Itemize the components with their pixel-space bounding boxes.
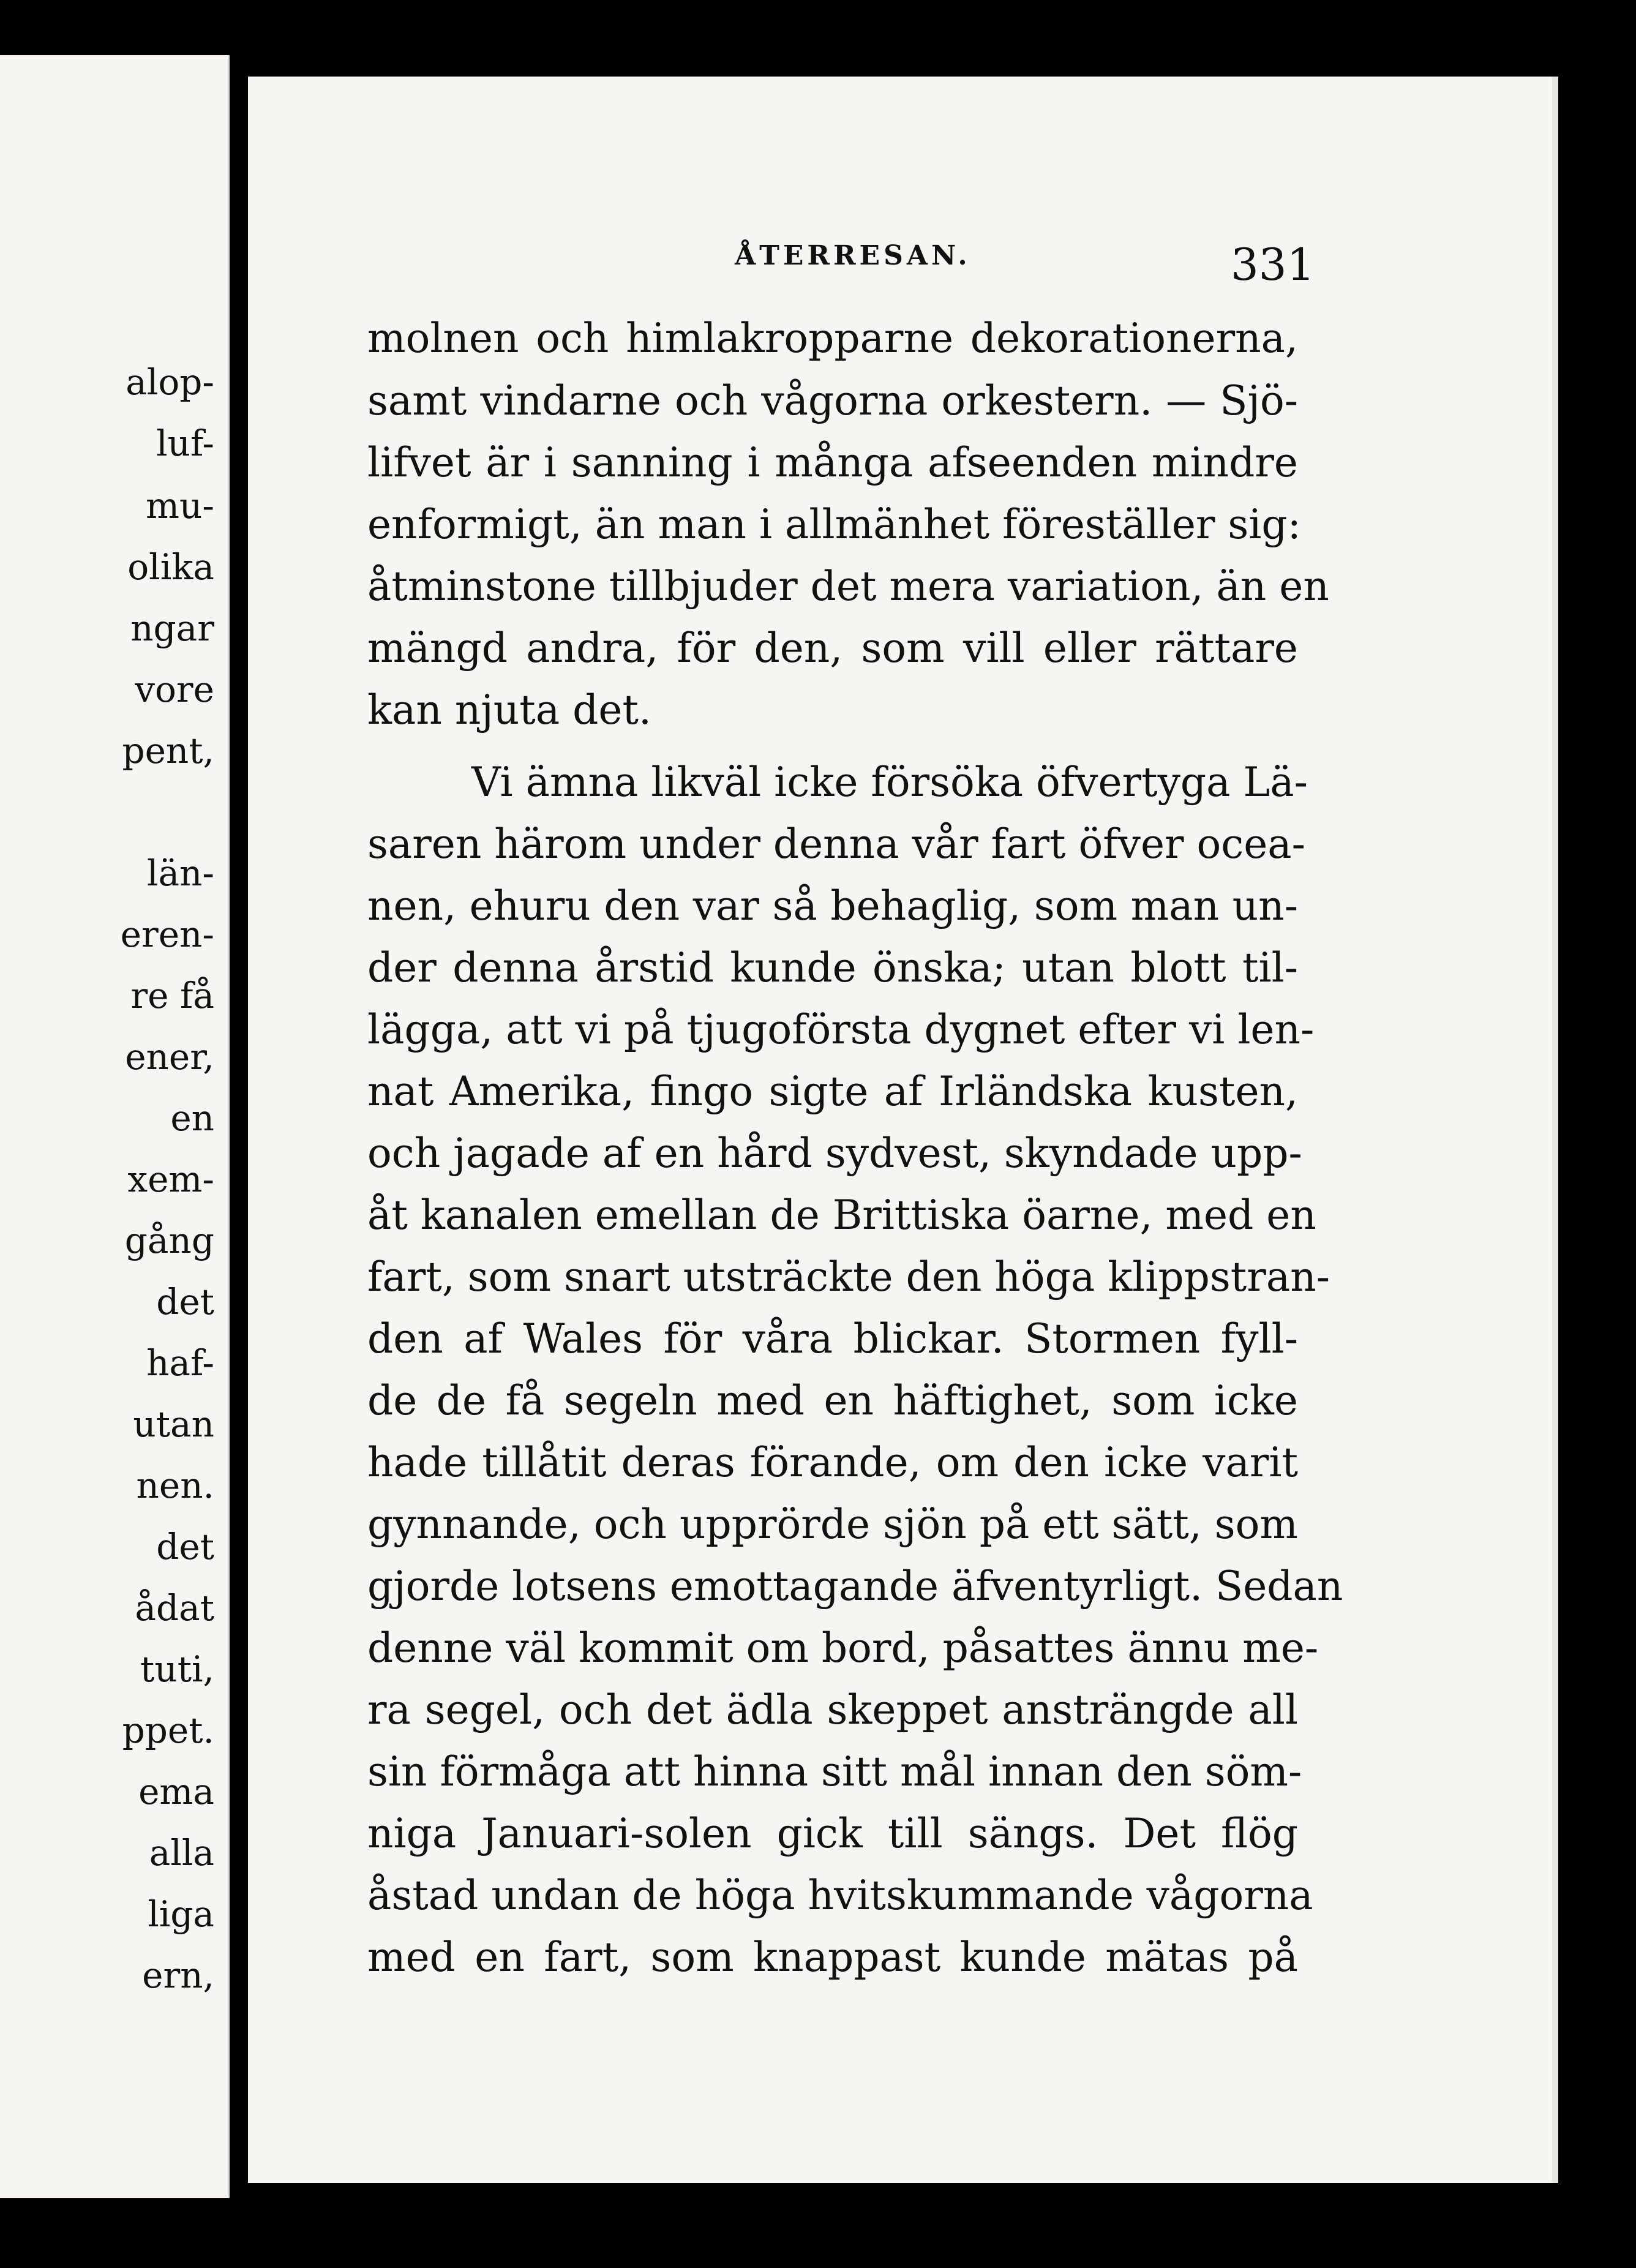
running-head: ÅTERRESAN. [735, 240, 971, 271]
text-line: fart, som snart utsträckte den höga klippstran- [367, 1253, 1330, 1301]
text-line: hade tillåtit deras förande, om den icke varit [367, 1439, 1298, 1486]
left-fragment: det [156, 1281, 214, 1323]
text-line: sin förmåga att hinna sitt mål innan den söm- [367, 1748, 1302, 1795]
left-fragment: olika [127, 546, 214, 588]
left-fragment: liga [148, 1893, 214, 1935]
text-line: enformigt, än man i allmänhet föreställer sig: [367, 501, 1301, 548]
left-fragment: xem- [127, 1158, 214, 1200]
left-fragment: ådat [135, 1587, 214, 1629]
text-line: den af Wales för våra blickar. Stormen fyll- [367, 1315, 1298, 1362]
left-fragment: alop- [126, 361, 214, 403]
text-line: kan njuta det. [367, 686, 651, 734]
left-fragment: pent, [122, 730, 214, 772]
text-line: lifvet är i sanning i många afseenden mindre [367, 439, 1298, 486]
text-line: saren härom under denna vår fart öfver ocea- [367, 820, 1305, 868]
text-line: mängd andra, för den, som vill eller rättare [367, 625, 1298, 672]
text-line: åt kanalen emellan de Brittiska öarne, med en [367, 1192, 1316, 1239]
text-line: åtminstone tillbjuder det mera variation, än en [367, 563, 1329, 610]
text-line: nat Amerika, fingo sigte af Irländska kusten, [367, 1068, 1298, 1115]
left-fragment: vore [135, 669, 214, 710]
text-line: och jagade af en hård sydvest, skyndade upp- [367, 1130, 1302, 1177]
left-fragment: luf- [156, 422, 214, 464]
text-line: lägga, att vi på tjugoförsta dygnet efter vi len- [367, 1006, 1315, 1053]
left-fragment: utan [133, 1403, 214, 1445]
left-fragment: nen. [136, 1465, 214, 1506]
left-fragment: gång [124, 1220, 214, 1261]
text-line: Vi ämna likväl icke försöka öfvertyga Lä- [471, 759, 1308, 806]
left-fragment: eren- [120, 914, 214, 955]
text-line: molnen och himlakropparne dekorationerna, [367, 315, 1298, 362]
left-fragment: ema [138, 1771, 214, 1812]
text-line: denne väl kommit om bord, påsattes ännu me- [367, 1624, 1319, 1672]
text-line: gjorde lotsens emottagande äfventyrligt. Sedan [367, 1563, 1343, 1610]
left-fragment: en [170, 1097, 214, 1139]
left-fragment: haf- [146, 1342, 214, 1384]
text-line: niga Januari-solen gick till sängs. Det flög [367, 1810, 1298, 1857]
left-fragment: det [156, 1526, 214, 1568]
left-fragment: län- [146, 852, 214, 894]
text-line: ra segel, och det ädla skeppet ansträngde all [367, 1686, 1298, 1733]
text-line: der denna årstid kunde önska; utan blott til- [367, 944, 1298, 991]
left-fragment: ener, [125, 1036, 214, 1078]
left-fragment: alla [149, 1832, 214, 1874]
text-line: åstad undan de höga hvitskummande vågorna [367, 1872, 1313, 1919]
page-number: 331 [1231, 239, 1315, 290]
text-line: de de få segeln med en häftighet, som icke [367, 1377, 1298, 1424]
left-fragment: re få [130, 975, 214, 1016]
left-fragment: tuti, [140, 1648, 214, 1690]
text-line: samt vindarne och vågorna orkestern. — Sjö- [367, 377, 1298, 424]
left-page [0, 55, 230, 2198]
text-line: nen, ehuru den var så behaglig, som man un- [367, 882, 1298, 929]
left-fragment: mu- [146, 485, 214, 527]
left-fragment: ppet. [122, 1710, 214, 1751]
text-line: med en fart, som knappast kunde mätas på [367, 1934, 1298, 1981]
text-line: gynnande, och upprörde sjön på ett sätt, som [367, 1501, 1298, 1548]
left-fragment: ngar [130, 607, 214, 649]
left-fragment: ern, [142, 1954, 214, 1996]
